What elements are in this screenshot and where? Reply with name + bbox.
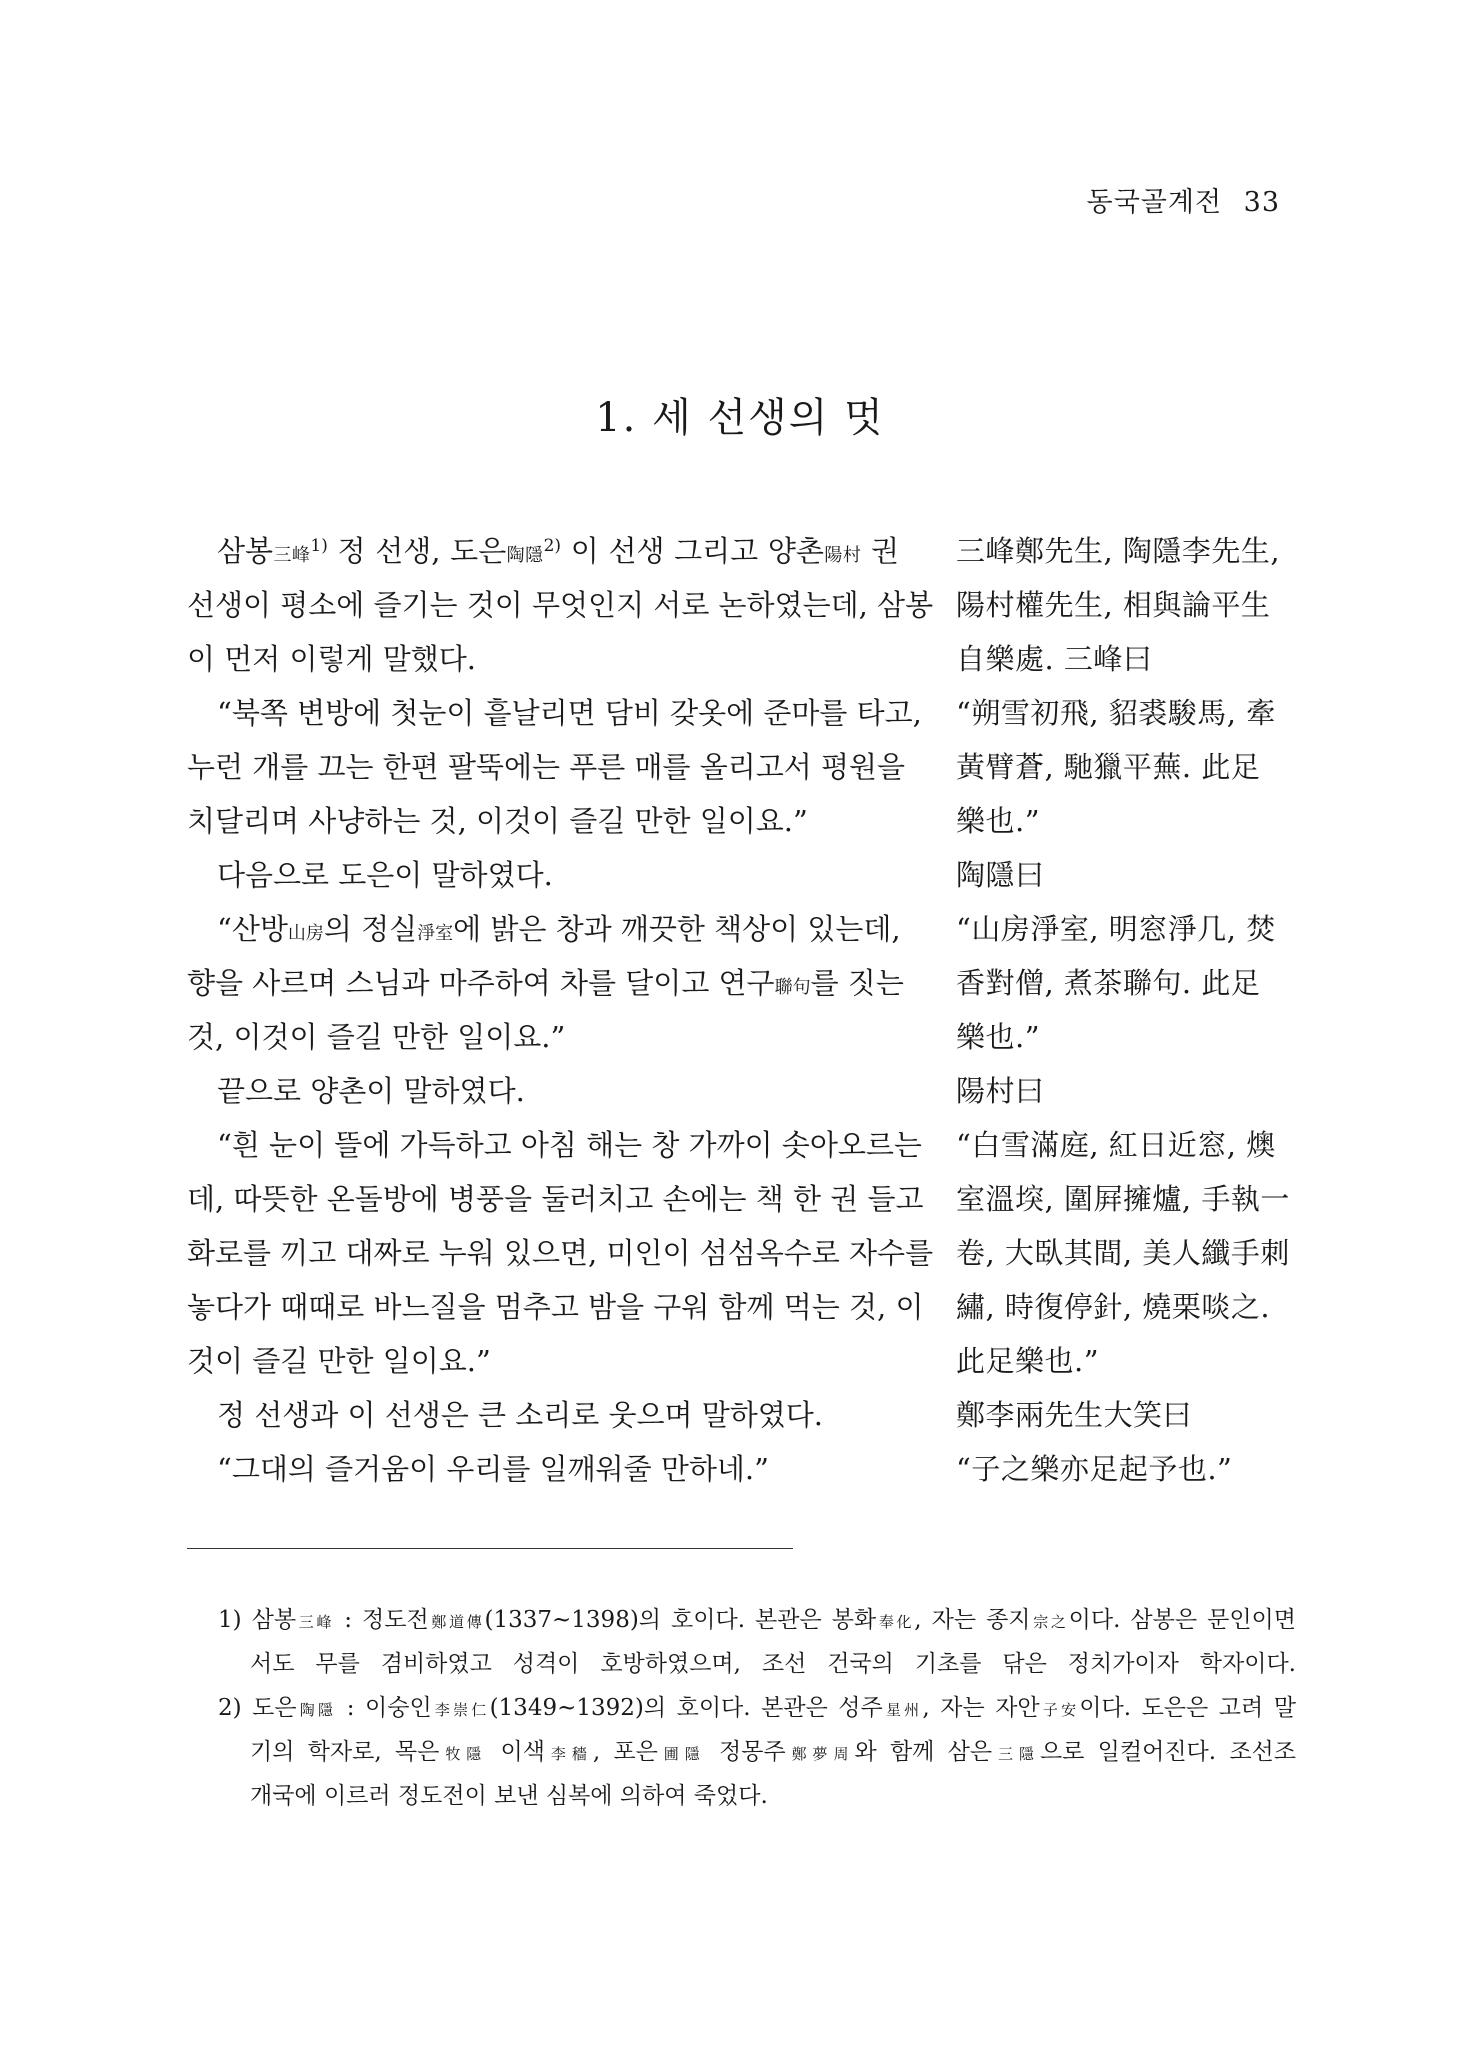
text-line: 것, 이것이 즐길 만한 일이요.”: [187, 1020, 566, 1054]
footnote-1-cont: 서도 무를 겸비하였고 성격이 호방하였으며, 조선 건국의 기초를 닦은 정치가이자 학자이다.: [250, 1651, 1296, 1677]
hanja-line: 陽村曰: [956, 1074, 1045, 1108]
hanja-line: 自樂處. 三峰曰: [956, 642, 1153, 676]
footnotes: [218, 1598, 1296, 1818]
running-head: [1087, 180, 1280, 219]
hanja-line: 陽村權先生, 相與論平生: [956, 588, 1271, 622]
page-number: 33: [1243, 187, 1280, 218]
chapter-title: 1. 세 선생의 멋: [595, 395, 885, 441]
text-line: 데, 따뜻한 온돌방에 병풍을 둘러치고 손에는 책 한 권 들고: [187, 1182, 924, 1216]
hanja-line: “朔雪初飛, 貂裘駿馬, 牽: [956, 696, 1276, 730]
hanja-line: “子之樂亦足起予也.”: [956, 1452, 1233, 1486]
hanja-line: 三峰鄭先生, 陶隱李先生,: [956, 534, 1281, 568]
text-line: 향을 사르며 스님과 마주하여 차를 달이고 연구聯句를 짓는: [187, 966, 904, 1000]
text-line: 정 선생과 이 선생은 큰 소리로 웃으며 말하였다.: [217, 1398, 824, 1432]
text-line: 끝으로 양촌이 말하였다.: [217, 1074, 525, 1108]
text-line: 것이 즐길 만한 일이요.”: [187, 1344, 491, 1378]
hanja-line: 香對僧, 煮茶聯句. 此足: [956, 966, 1261, 1000]
text-line: “북쪽 변방에 첫눈이 흩날리면 담비 갖옷에 준마를 타고,: [217, 696, 922, 730]
hanja-line: 鄭李兩先生大笑曰: [956, 1398, 1193, 1432]
footnote-1: 1) 삼봉三峰 : 정도전鄭道傳(1337~1398)의 호이다. 본관은 봉화奉化, 자는 종지宗之이다. 삼봉은 문인이면: [218, 1607, 1296, 1633]
hanja-line: 陶隱曰: [956, 858, 1045, 892]
hanja-line: “白雪滿庭, 紅日近窓, 燠: [956, 1128, 1276, 1162]
hanja-line: 黃臂蒼, 馳獵平蕪. 此足: [956, 750, 1261, 784]
text-line: 놓다가 때때로 바느질을 멈추고 밤을 구워 함께 먹는 것, 이: [187, 1290, 924, 1324]
korean-translation: [187, 524, 934, 1496]
footnote-2-cont: 개국에 이르러 정도전이 보낸 심복에 의하여 죽었다.: [250, 1783, 768, 1809]
hanja-line: 繡, 時復停針, 燒栗啖之.: [956, 1290, 1271, 1324]
footnote-ref-1: 1): [310, 536, 328, 556]
hanja-line: 樂也.”: [956, 1020, 1041, 1054]
footnote-2-cont: 기의 학자로, 목은牧隱 이색李穡, 포은圃隱 정몽주鄭夢周와 함께 삼은三隱으로 일컬어진다. 조선조: [250, 1739, 1296, 1765]
book-title: 동국골계전: [1086, 187, 1223, 218]
text-line: “산방山房의 정실淨室에 밝은 창과 깨끗한 책상이 있는데,: [217, 912, 901, 946]
text-line: “흰 눈이 뜰에 가득하고 아침 해는 창 가까이 솟아오르는: [217, 1128, 922, 1162]
text-line: 누런 개를 끄는 한편 팔뚝에는 푸른 매를 올리고서 평원을: [187, 750, 906, 784]
text-line: 삼봉三峰$^{1)}$ 정 선생, 도은陶隱$^{2)}$ 이 선생 그리고 양촌陽村 권: [217, 534, 899, 568]
text-line: “그대의 즐거움이 우리를 일깨워줄 만하네.”: [217, 1452, 769, 1486]
footnote-ref-2: 2): [543, 536, 562, 556]
hanja-line: 此足樂也.”: [956, 1344, 1100, 1378]
hanja-line: 卷, 大臥其間, 美人纖手刺: [956, 1236, 1290, 1270]
text-line: 치달리며 사냥하는 것, 이것이 즐길 만한 일이요.”: [187, 804, 808, 838]
hanja-original: [956, 524, 1296, 1496]
text-line: 선생이 평소에 즐기는 것이 무엇인지 서로 논하였는데, 삼봉: [187, 588, 934, 622]
hanja-line: 室溫堗, 圍屛擁爐, 手執一: [956, 1182, 1290, 1216]
hanja-line: 樂也.”: [956, 804, 1041, 838]
text-line: 화로를 끼고 대짜로 누워 있으면, 미인이 섬섬옥수로 자수를: [187, 1236, 934, 1270]
text-line: 이 먼저 이렇게 말했다.: [187, 642, 476, 676]
hanja-line: “山房淨室, 明窓淨几, 焚: [956, 912, 1276, 946]
footnote-2: 2) 도은陶隱 : 이숭인李崇仁(1349~1392)의 호이다. 본관은 성주星州, 자는 자안子安이다. 도은은 고려 말: [218, 1695, 1296, 1721]
text-line: 다음으로 도은이 말하였다.: [217, 858, 553, 892]
footnote-divider: [187, 1548, 793, 1549]
